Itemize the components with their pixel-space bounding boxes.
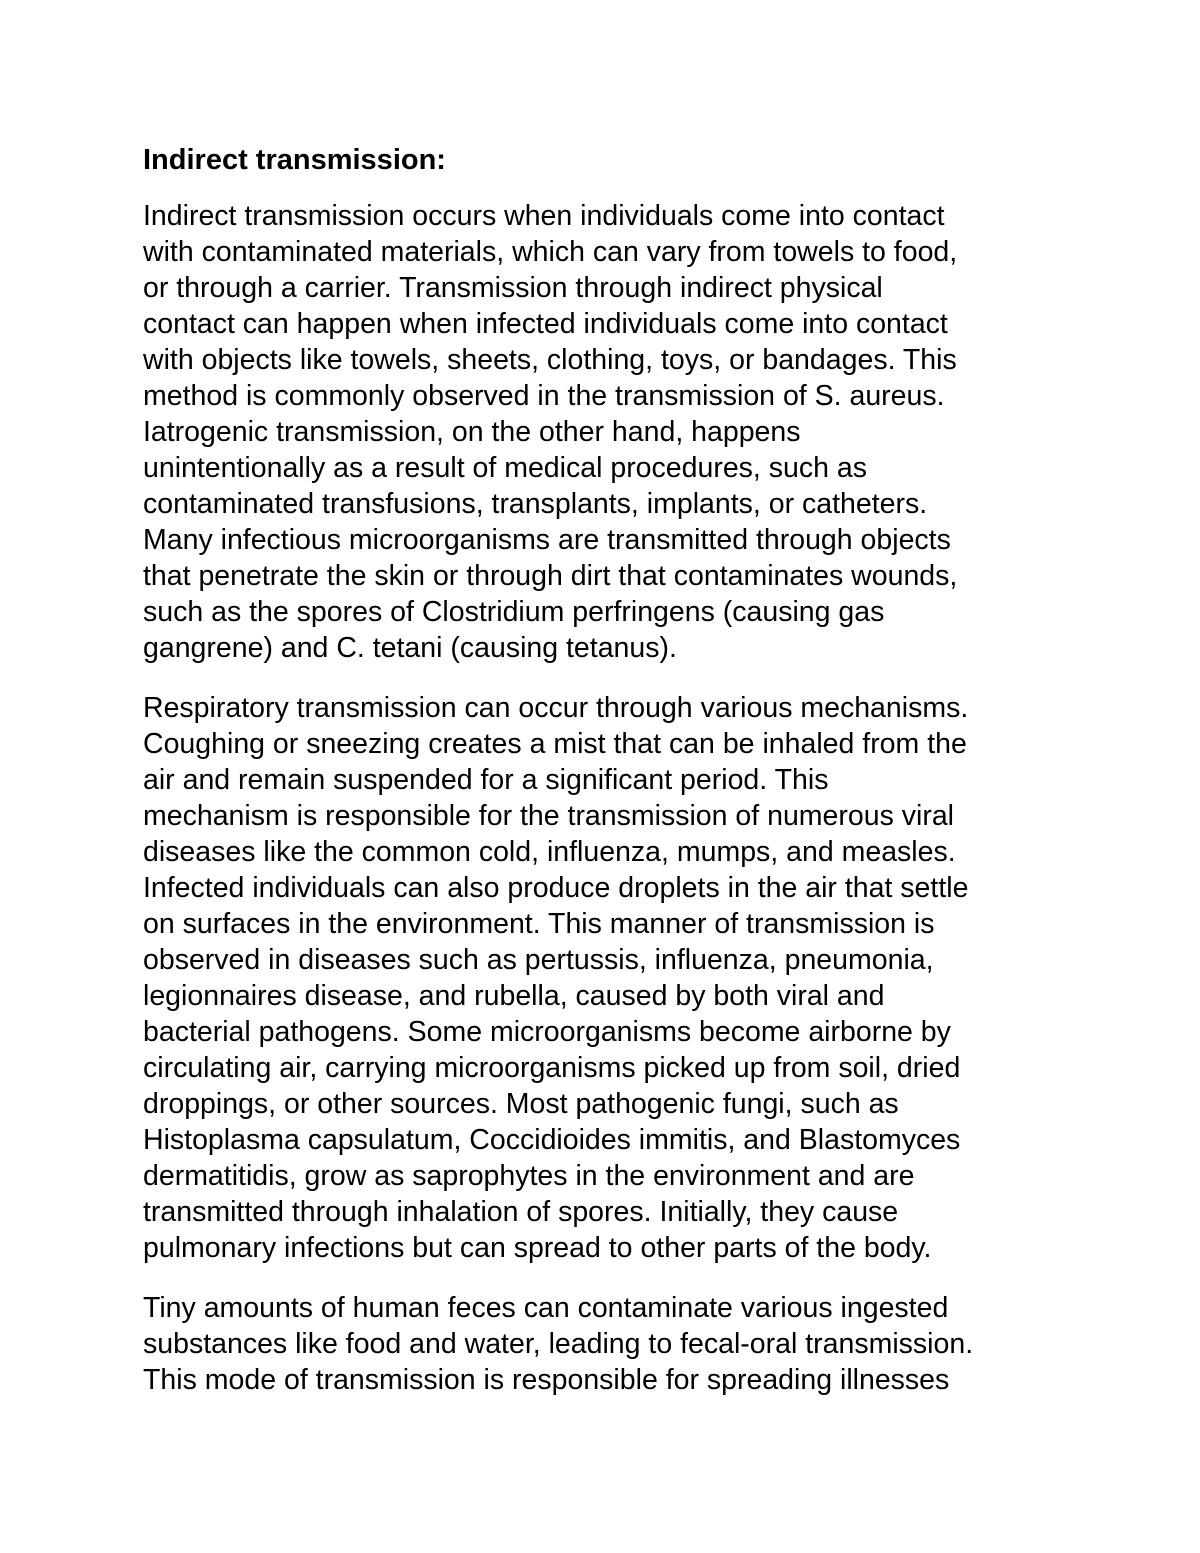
- text-line: pulmonary infections but can spread to other parts of the body.: [143, 1232, 932, 1264]
- text-line: Infected individuals can also produce droplets in the air that settle: [143, 872, 969, 904]
- text-line: gangrene) and C. tetani (causing tetanus).: [143, 632, 677, 664]
- text-line: with objects like towels, sheets, clothing, toys, or bandages. This: [143, 344, 957, 376]
- text-line: air and remain suspended for a significant period. This: [143, 764, 829, 796]
- body-paragraph: [143, 198, 1063, 666]
- text-line: droppings, or other sources. Most pathogenic fungi, such as: [143, 1088, 899, 1120]
- text-line: or through a carrier. Transmission through indirect physical: [143, 272, 883, 304]
- text-line: substances like food and water, leading to fecal-oral transmission.: [143, 1328, 974, 1360]
- text-line: Iatrogenic transmission, on the other hand, happens: [143, 416, 801, 448]
- text-line: observed in diseases such as pertussis, influenza, pneumonia,: [143, 944, 934, 976]
- text-line: legionnaires disease, and rubella, caused by both viral and: [143, 980, 885, 1012]
- text-line: Coughing or sneezing creates a mist that can be inhaled from the: [143, 728, 967, 760]
- text-line: mechanism is responsible for the transmission of numerous viral: [143, 800, 954, 832]
- text-line: Histoplasma capsulatum, Coccidioides immitis, and Blastomyces: [143, 1124, 961, 1156]
- text-line: circulating air, carrying microorganisms picked up from soil, dried: [143, 1052, 961, 1084]
- document-page: [143, 140, 1063, 1422]
- text-line: dermatitidis, grow as saprophytes in the environment and are: [143, 1160, 915, 1192]
- text-line: diseases like the common cold, influenza, mumps, and measles.: [143, 836, 956, 868]
- document-body: [143, 198, 1063, 1398]
- text-line: This mode of transmission is responsible for spreading illnesses: [143, 1364, 950, 1396]
- body-paragraph: [143, 1290, 1063, 1398]
- text-line: that penetrate the skin or through dirt that contaminates wounds,: [143, 560, 958, 592]
- text-line: bacterial pathogens. Some microorganisms become airborne by: [143, 1016, 951, 1048]
- text-line: Many infectious microorganisms are transmitted through objects: [143, 524, 951, 556]
- text-line: Tiny amounts of human feces can contaminate various ingested: [143, 1292, 949, 1324]
- text-line: unintentionally as a result of medical procedures, such as: [143, 452, 867, 484]
- body-paragraph: [143, 690, 1063, 1266]
- text-line: method is commonly observed in the transmission of S. aureus.: [143, 380, 945, 412]
- text-line: contact can happen when infected individuals come into contact: [143, 308, 948, 340]
- text-line: Respiratory transmission can occur through various mechanisms.: [143, 692, 969, 724]
- text-line: contaminated transfusions, transplants, implants, or catheters.: [143, 488, 928, 520]
- text-line: on surfaces in the environment. This manner of transmission is: [143, 908, 935, 940]
- text-line: such as the spores of Clostridium perfringens (causing gas: [143, 596, 885, 628]
- text-line: Indirect transmission occurs when individuals come into contact: [143, 200, 945, 232]
- text-line: transmitted through inhalation of spores. Initially, they cause: [143, 1196, 899, 1228]
- section-heading: Indirect transmission:: [143, 144, 446, 176]
- text-line: with contaminated materials, which can vary from towels to food,: [143, 236, 958, 268]
